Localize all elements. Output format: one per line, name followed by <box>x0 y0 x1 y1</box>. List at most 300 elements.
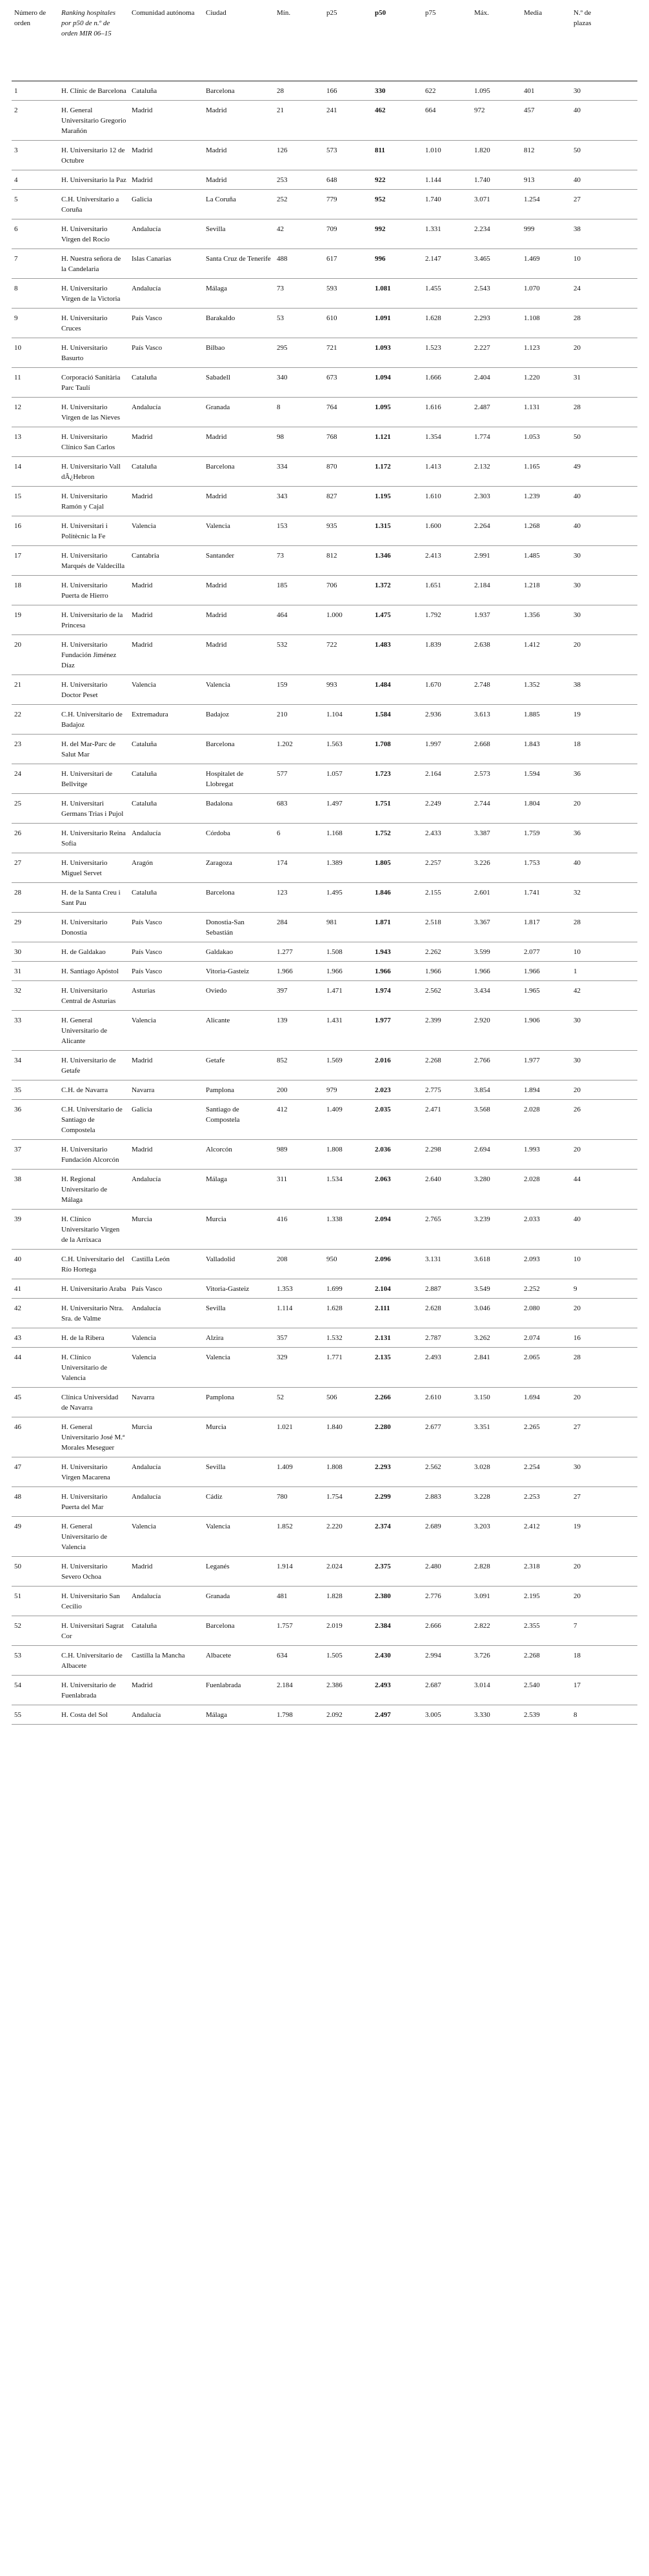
cell-max: 2.234 <box>472 219 521 249</box>
cell-number: 43 <box>12 1328 59 1348</box>
cell-hospital: H. Universitari Germans Trias i Pujol <box>59 794 129 824</box>
cell-seats: 20 <box>571 1388 606 1417</box>
cell-max: 972 <box>472 101 521 141</box>
cell-ccaa: Andalucía <box>129 279 203 309</box>
cell-number: 21 <box>12 675 59 705</box>
cell-max: 3.014 <box>472 1676 521 1705</box>
cell-p50: 2.293 <box>372 1457 423 1487</box>
cell-p50: 2.430 <box>372 1646 423 1676</box>
cell-hospital: H. de Galdakao <box>59 942 129 962</box>
cell-city: Hospitalet de Llobregat <box>203 764 274 794</box>
cell-spacer <box>606 219 637 249</box>
cell-mean: 2.252 <box>521 1279 571 1299</box>
cell-seats: 19 <box>571 1517 606 1557</box>
cell-hospital: C.H. Universitario a Coruña <box>59 190 129 219</box>
cell-seats: 30 <box>571 1457 606 1487</box>
cell-city: Sevilla <box>203 1457 274 1487</box>
cell-ccaa: Castilla León <box>129 1250 203 1279</box>
cell-city: Madrid <box>203 576 274 605</box>
cell-spacer <box>606 981 637 1011</box>
cell-city: Pamplona <box>203 1388 274 1417</box>
cell-min: 208 <box>274 1250 324 1279</box>
cell-mean: 1.165 <box>521 457 571 487</box>
cell-seats: 30 <box>571 1011 606 1051</box>
cell-city: Cádiz <box>203 1487 274 1517</box>
cell-seats: 10 <box>571 942 606 962</box>
cell-ccaa: Cataluña <box>129 457 203 487</box>
cell-max: 3.150 <box>472 1388 521 1417</box>
cell-spacer <box>606 735 637 764</box>
cell-max: 3.465 <box>472 249 521 279</box>
cell-hospital: H. Universitario Puerta del Mar <box>59 1487 129 1517</box>
cell-max: 3.091 <box>472 1587 521 1616</box>
cell-ccaa: Valencia <box>129 675 203 705</box>
cell-seats: 20 <box>571 1587 606 1616</box>
cell-max: 3.351 <box>472 1417 521 1457</box>
cell-p25: 1.840 <box>324 1417 372 1457</box>
cell-hospital: H. Universitario Fundación Jiménez Díaz <box>59 635 129 675</box>
cell-max: 3.280 <box>472 1170 521 1210</box>
cell-seats: 42 <box>571 981 606 1011</box>
cell-spacer <box>606 1676 637 1705</box>
cell-max: 2.991 <box>472 546 521 576</box>
cell-hospital: H. Universitario Fundación Alcorcón <box>59 1140 129 1170</box>
cell-hospital: C.H. de Navarra <box>59 1080 129 1100</box>
table-row <box>12 675 637 705</box>
cell-hospital: H. de la Santa Creu i Sant Pau <box>59 883 129 913</box>
cell-p25: 1.966 <box>324 962 372 981</box>
cell-seats: 50 <box>571 141 606 170</box>
cell-mean: 1.352 <box>521 675 571 705</box>
cell-p75: 622 <box>423 81 472 101</box>
table-header-row <box>12 6 637 81</box>
cell-number: 4 <box>12 170 59 190</box>
cell-p50: 2.096 <box>372 1250 423 1279</box>
header-city: Ciudad <box>203 6 274 81</box>
cell-hospital: H. Universitario Virgen de la Victoria <box>59 279 129 309</box>
cell-city: La Coruña <box>203 190 274 219</box>
cell-min: 481 <box>274 1587 324 1616</box>
cell-hospital: H. Universitario Central de Asturias <box>59 981 129 1011</box>
cell-mean: 812 <box>521 141 571 170</box>
table-body <box>12 81 637 1725</box>
cell-ccaa: Madrid <box>129 1676 203 1705</box>
cell-p50: 1.483 <box>372 635 423 675</box>
cell-max: 1.937 <box>472 605 521 635</box>
cell-p50: 2.036 <box>372 1140 423 1170</box>
cell-seats: 44 <box>571 1170 606 1210</box>
cell-mean: 2.080 <box>521 1299 571 1328</box>
table-row <box>12 605 637 635</box>
cell-spacer <box>606 1388 637 1417</box>
cell-max: 1.740 <box>472 170 521 190</box>
cell-max: 2.184 <box>472 576 521 605</box>
cell-hospital: H. General Universitario de Valencia <box>59 1517 129 1557</box>
cell-spacer <box>606 1616 637 1646</box>
cell-min: 416 <box>274 1210 324 1250</box>
cell-p25: 981 <box>324 913 372 942</box>
cell-min: 42 <box>274 219 324 249</box>
cell-seats: 20 <box>571 1080 606 1100</box>
cell-seats: 40 <box>571 170 606 190</box>
cell-spacer <box>606 1646 637 1676</box>
cell-seats: 18 <box>571 1646 606 1676</box>
cell-mean: 2.028 <box>521 1170 571 1210</box>
cell-city: Barcelona <box>203 735 274 764</box>
cell-seats: 16 <box>571 1328 606 1348</box>
cell-max: 2.132 <box>472 457 521 487</box>
cell-city: Sevilla <box>203 219 274 249</box>
cell-mean: 1.965 <box>521 981 571 1011</box>
cell-mean: 401 <box>521 81 571 101</box>
cell-seats: 49 <box>571 457 606 487</box>
cell-p25: 721 <box>324 338 372 368</box>
cell-mean: 1.966 <box>521 962 571 981</box>
cell-number: 50 <box>12 1557 59 1587</box>
cell-p50: 2.280 <box>372 1417 423 1457</box>
cell-spacer <box>606 635 637 675</box>
cell-seats: 27 <box>571 1487 606 1517</box>
cell-min: 98 <box>274 427 324 457</box>
cell-seats: 28 <box>571 398 606 427</box>
cell-city: Sabadell <box>203 368 274 398</box>
cell-p75: 3.005 <box>423 1705 472 1725</box>
cell-min: 284 <box>274 913 324 942</box>
cell-p50: 1.966 <box>372 962 423 981</box>
cell-seats: 8 <box>571 1705 606 1725</box>
cell-p50: 1.751 <box>372 794 423 824</box>
table-row <box>12 101 637 141</box>
cell-p75: 2.257 <box>423 853 472 883</box>
cell-p50: 2.035 <box>372 1100 423 1140</box>
cell-hospital: H. Universitario Cruces <box>59 309 129 338</box>
cell-ccaa: Galicia <box>129 1100 203 1140</box>
table-row <box>12 635 637 675</box>
cell-number: 31 <box>12 962 59 981</box>
cell-p25: 1.389 <box>324 853 372 883</box>
cell-mean: 2.265 <box>521 1417 571 1457</box>
cell-spacer <box>606 1210 637 1250</box>
cell-mean: 2.539 <box>521 1705 571 1725</box>
cell-max: 2.668 <box>472 735 521 764</box>
cell-p25: 1.431 <box>324 1011 372 1051</box>
table-row <box>12 1100 637 1140</box>
header-seats: N.º de plazas <box>571 6 606 81</box>
cell-p50: 1.723 <box>372 764 423 794</box>
cell-ccaa: Cataluña <box>129 735 203 764</box>
cell-ccaa: Madrid <box>129 1557 203 1587</box>
cell-number: 1 <box>12 81 59 101</box>
cell-spacer <box>606 1250 637 1279</box>
cell-spacer <box>606 853 637 883</box>
cell-max: 2.828 <box>472 1557 521 1587</box>
cell-p50: 2.016 <box>372 1051 423 1080</box>
cell-min: 73 <box>274 279 324 309</box>
cell-min: 340 <box>274 368 324 398</box>
table-row <box>12 487 637 516</box>
cell-p50: 2.497 <box>372 1705 423 1725</box>
cell-p75: 1.651 <box>423 576 472 605</box>
table-row <box>12 705 637 735</box>
cell-mean: 1.239 <box>521 487 571 516</box>
cell-min: 683 <box>274 794 324 824</box>
cell-p75: 2.776 <box>423 1587 472 1616</box>
cell-spacer <box>606 1051 637 1080</box>
cell-city: Barcelona <box>203 883 274 913</box>
cell-min: 1.202 <box>274 735 324 764</box>
cell-p25: 1.828 <box>324 1587 372 1616</box>
cell-hospital: H. Universitario la Paz <box>59 170 129 190</box>
table-row <box>12 1051 637 1080</box>
header-max: Máx. <box>472 6 521 81</box>
cell-city: Murcia <box>203 1417 274 1457</box>
cell-p25: 709 <box>324 219 372 249</box>
cell-p25: 1.532 <box>324 1328 372 1348</box>
cell-mean: 1.469 <box>521 249 571 279</box>
cell-ccaa: Navarra <box>129 1388 203 1417</box>
cell-p25: 1.563 <box>324 735 372 764</box>
cell-p75: 1.455 <box>423 279 472 309</box>
cell-p75: 1.670 <box>423 675 472 705</box>
cell-hospital: H. Universitari Sagrat Cor <box>59 1616 129 1646</box>
header-p75: p75 <box>423 6 472 81</box>
cell-max: 3.434 <box>472 981 521 1011</box>
cell-number: 30 <box>12 942 59 962</box>
cell-max: 3.228 <box>472 1487 521 1517</box>
cell-p50: 2.135 <box>372 1348 423 1388</box>
cell-city: Córdoba <box>203 824 274 853</box>
cell-city: Santa Cruz de Tenerife <box>203 249 274 279</box>
cell-p25: 1.495 <box>324 883 372 913</box>
cell-city: Barcelona <box>203 81 274 101</box>
cell-spacer <box>606 398 637 427</box>
cell-seats: 27 <box>571 190 606 219</box>
cell-spacer <box>606 1100 637 1140</box>
cell-number: 24 <box>12 764 59 794</box>
cell-number: 27 <box>12 853 59 883</box>
cell-ccaa: Murcia <box>129 1210 203 1250</box>
cell-mean: 2.033 <box>521 1210 571 1250</box>
cell-number: 35 <box>12 1080 59 1100</box>
cell-p75: 2.887 <box>423 1279 472 1299</box>
cell-hospital: H. Clínico Universitario Virgen de la Arrixaca <box>59 1210 129 1250</box>
table-row <box>12 883 637 913</box>
cell-p50: 2.023 <box>372 1080 423 1100</box>
cell-city: Fuenlabrada <box>203 1676 274 1705</box>
table-row <box>12 1170 637 1210</box>
cell-ccaa: País Vasco <box>129 942 203 962</box>
cell-mean: 1.694 <box>521 1388 571 1417</box>
cell-min: 159 <box>274 675 324 705</box>
cell-min: 185 <box>274 576 324 605</box>
cell-hospital: H. Universitario de Fuenlabrada <box>59 1676 129 1705</box>
cell-mean: 2.065 <box>521 1348 571 1388</box>
cell-number: 23 <box>12 735 59 764</box>
header-min: Mín. <box>274 6 324 81</box>
table-row <box>12 1388 637 1417</box>
cell-p25: 1.471 <box>324 981 372 1011</box>
table-row <box>12 913 637 942</box>
cell-number: 9 <box>12 309 59 338</box>
cell-p25: 1.534 <box>324 1170 372 1210</box>
cell-ccaa: Andalucía <box>129 1170 203 1210</box>
cell-hospital: Corporació Sanitària Parc Taulí <box>59 368 129 398</box>
cell-mean: 2.077 <box>521 942 571 962</box>
cell-min: 532 <box>274 635 324 675</box>
cell-p50: 992 <box>372 219 423 249</box>
cell-p75: 2.262 <box>423 942 472 962</box>
cell-spacer <box>606 962 637 981</box>
cell-seats: 30 <box>571 605 606 635</box>
cell-p50: 330 <box>372 81 423 101</box>
cell-max: 3.203 <box>472 1517 521 1557</box>
cell-city: Santiago de Compostela <box>203 1100 274 1140</box>
cell-number: 37 <box>12 1140 59 1170</box>
table-row <box>12 942 637 962</box>
cell-p25: 166 <box>324 81 372 101</box>
table-row <box>12 338 637 368</box>
header-mean: Media <box>521 6 571 81</box>
cell-min: 989 <box>274 1140 324 1170</box>
cell-hospital: H. Universitario Virgen Macarena <box>59 1457 129 1487</box>
cell-city: Zaragoza <box>203 853 274 883</box>
cell-city: Barakaldo <box>203 309 274 338</box>
cell-ccaa: Madrid <box>129 170 203 190</box>
cell-min: 1.114 <box>274 1299 324 1328</box>
cell-number: 36 <box>12 1100 59 1140</box>
cell-min: 21 <box>274 101 324 141</box>
cell-hospital: H. Universitario Virgen del Rocío <box>59 219 129 249</box>
cell-ccaa: Madrid <box>129 1051 203 1080</box>
cell-mean: 1.741 <box>521 883 571 913</box>
cell-p75: 2.399 <box>423 1011 472 1051</box>
cell-p50: 462 <box>372 101 423 141</box>
cell-seats: 20 <box>571 338 606 368</box>
cell-ccaa: Andalucía <box>129 1457 203 1487</box>
cell-min: 634 <box>274 1646 324 1676</box>
cell-seats: 20 <box>571 794 606 824</box>
cell-seats: 20 <box>571 1140 606 1170</box>
cell-p75: 1.523 <box>423 338 472 368</box>
cell-hospital: H. Universitario Ntra. Sra. de Valme <box>59 1299 129 1328</box>
cell-spacer <box>606 1170 637 1210</box>
table-row <box>12 141 637 170</box>
cell-p75: 1.792 <box>423 605 472 635</box>
cell-ccaa: País Vasco <box>129 309 203 338</box>
cell-max: 2.766 <box>472 1051 521 1080</box>
cell-max: 1.774 <box>472 427 521 457</box>
table-row <box>12 1140 637 1170</box>
cell-hospital: H. Universitario San Cecilio <box>59 1587 129 1616</box>
cell-p25: 506 <box>324 1388 372 1417</box>
cell-min: 397 <box>274 981 324 1011</box>
cell-spacer <box>606 705 637 735</box>
cell-seats: 31 <box>571 368 606 398</box>
cell-p25: 1.497 <box>324 794 372 824</box>
cell-p50: 1.475 <box>372 605 423 635</box>
cell-ccaa: Castilla la Mancha <box>129 1646 203 1676</box>
cell-mean: 1.123 <box>521 338 571 368</box>
cell-p50: 952 <box>372 190 423 219</box>
cell-p75: 664 <box>423 101 472 141</box>
cell-number: 5 <box>12 190 59 219</box>
cell-p50: 811 <box>372 141 423 170</box>
table-row <box>12 368 637 398</box>
cell-number: 47 <box>12 1457 59 1487</box>
cell-min: 200 <box>274 1080 324 1100</box>
cell-hospital: H. Universitario de la Princesa <box>59 605 129 635</box>
table-row <box>12 764 637 794</box>
cell-p75: 2.298 <box>423 1140 472 1170</box>
cell-p75: 2.765 <box>423 1210 472 1250</box>
cell-ccaa: Cataluña <box>129 1616 203 1646</box>
cell-p75: 1.331 <box>423 219 472 249</box>
cell-spacer <box>606 942 637 962</box>
cell-min: 329 <box>274 1348 324 1388</box>
cell-p75: 1.413 <box>423 457 472 487</box>
cell-number: 18 <box>12 576 59 605</box>
cell-city: Valencia <box>203 675 274 705</box>
cell-spacer <box>606 1328 637 1348</box>
cell-ccaa: Cataluña <box>129 794 203 824</box>
cell-hospital: H. Universitario Miguel Servet <box>59 853 129 883</box>
cell-city: Valencia <box>203 1348 274 1388</box>
cell-p25: 706 <box>324 576 372 605</box>
cell-p25: 1.569 <box>324 1051 372 1080</box>
cell-max: 2.293 <box>472 309 521 338</box>
cell-p50: 1.093 <box>372 338 423 368</box>
cell-p75: 2.471 <box>423 1100 472 1140</box>
table-row <box>12 853 637 883</box>
cell-p50: 1.484 <box>372 675 423 705</box>
cell-p25: 1.808 <box>324 1457 372 1487</box>
cell-hospital: H. del Mar-Parc de Salut Mar <box>59 735 129 764</box>
header-spacer <box>606 6 637 81</box>
cell-seats: 38 <box>571 219 606 249</box>
cell-spacer <box>606 1011 637 1051</box>
cell-p50: 2.266 <box>372 1388 423 1417</box>
cell-mean: 1.070 <box>521 279 571 309</box>
cell-p75: 1.616 <box>423 398 472 427</box>
cell-ccaa: País Vasco <box>129 338 203 368</box>
cell-p50: 1.752 <box>372 824 423 853</box>
cell-spacer <box>606 516 637 546</box>
cell-min: 53 <box>274 309 324 338</box>
cell-p25: 593 <box>324 279 372 309</box>
cell-p75: 1.610 <box>423 487 472 516</box>
cell-mean: 2.412 <box>521 1517 571 1557</box>
cell-number: 19 <box>12 605 59 635</box>
cell-p25: 610 <box>324 309 372 338</box>
cell-min: 52 <box>274 1388 324 1417</box>
cell-hospital: H. Regional Universitario de Málaga <box>59 1170 129 1210</box>
cell-mean: 1.977 <box>521 1051 571 1080</box>
cell-p75: 1.666 <box>423 368 472 398</box>
cell-p75: 1.010 <box>423 141 472 170</box>
cell-seats: 30 <box>571 81 606 101</box>
table-row <box>12 576 637 605</box>
cell-p25: 1.104 <box>324 705 372 735</box>
cell-spacer <box>606 101 637 141</box>
cell-spacer <box>606 249 637 279</box>
cell-max: 1.095 <box>472 81 521 101</box>
cell-city: Madrid <box>203 487 274 516</box>
cell-number: 8 <box>12 279 59 309</box>
cell-seats: 30 <box>571 546 606 576</box>
cell-p25: 1.808 <box>324 1140 372 1170</box>
cell-number: 46 <box>12 1417 59 1457</box>
cell-seats: 30 <box>571 1051 606 1080</box>
